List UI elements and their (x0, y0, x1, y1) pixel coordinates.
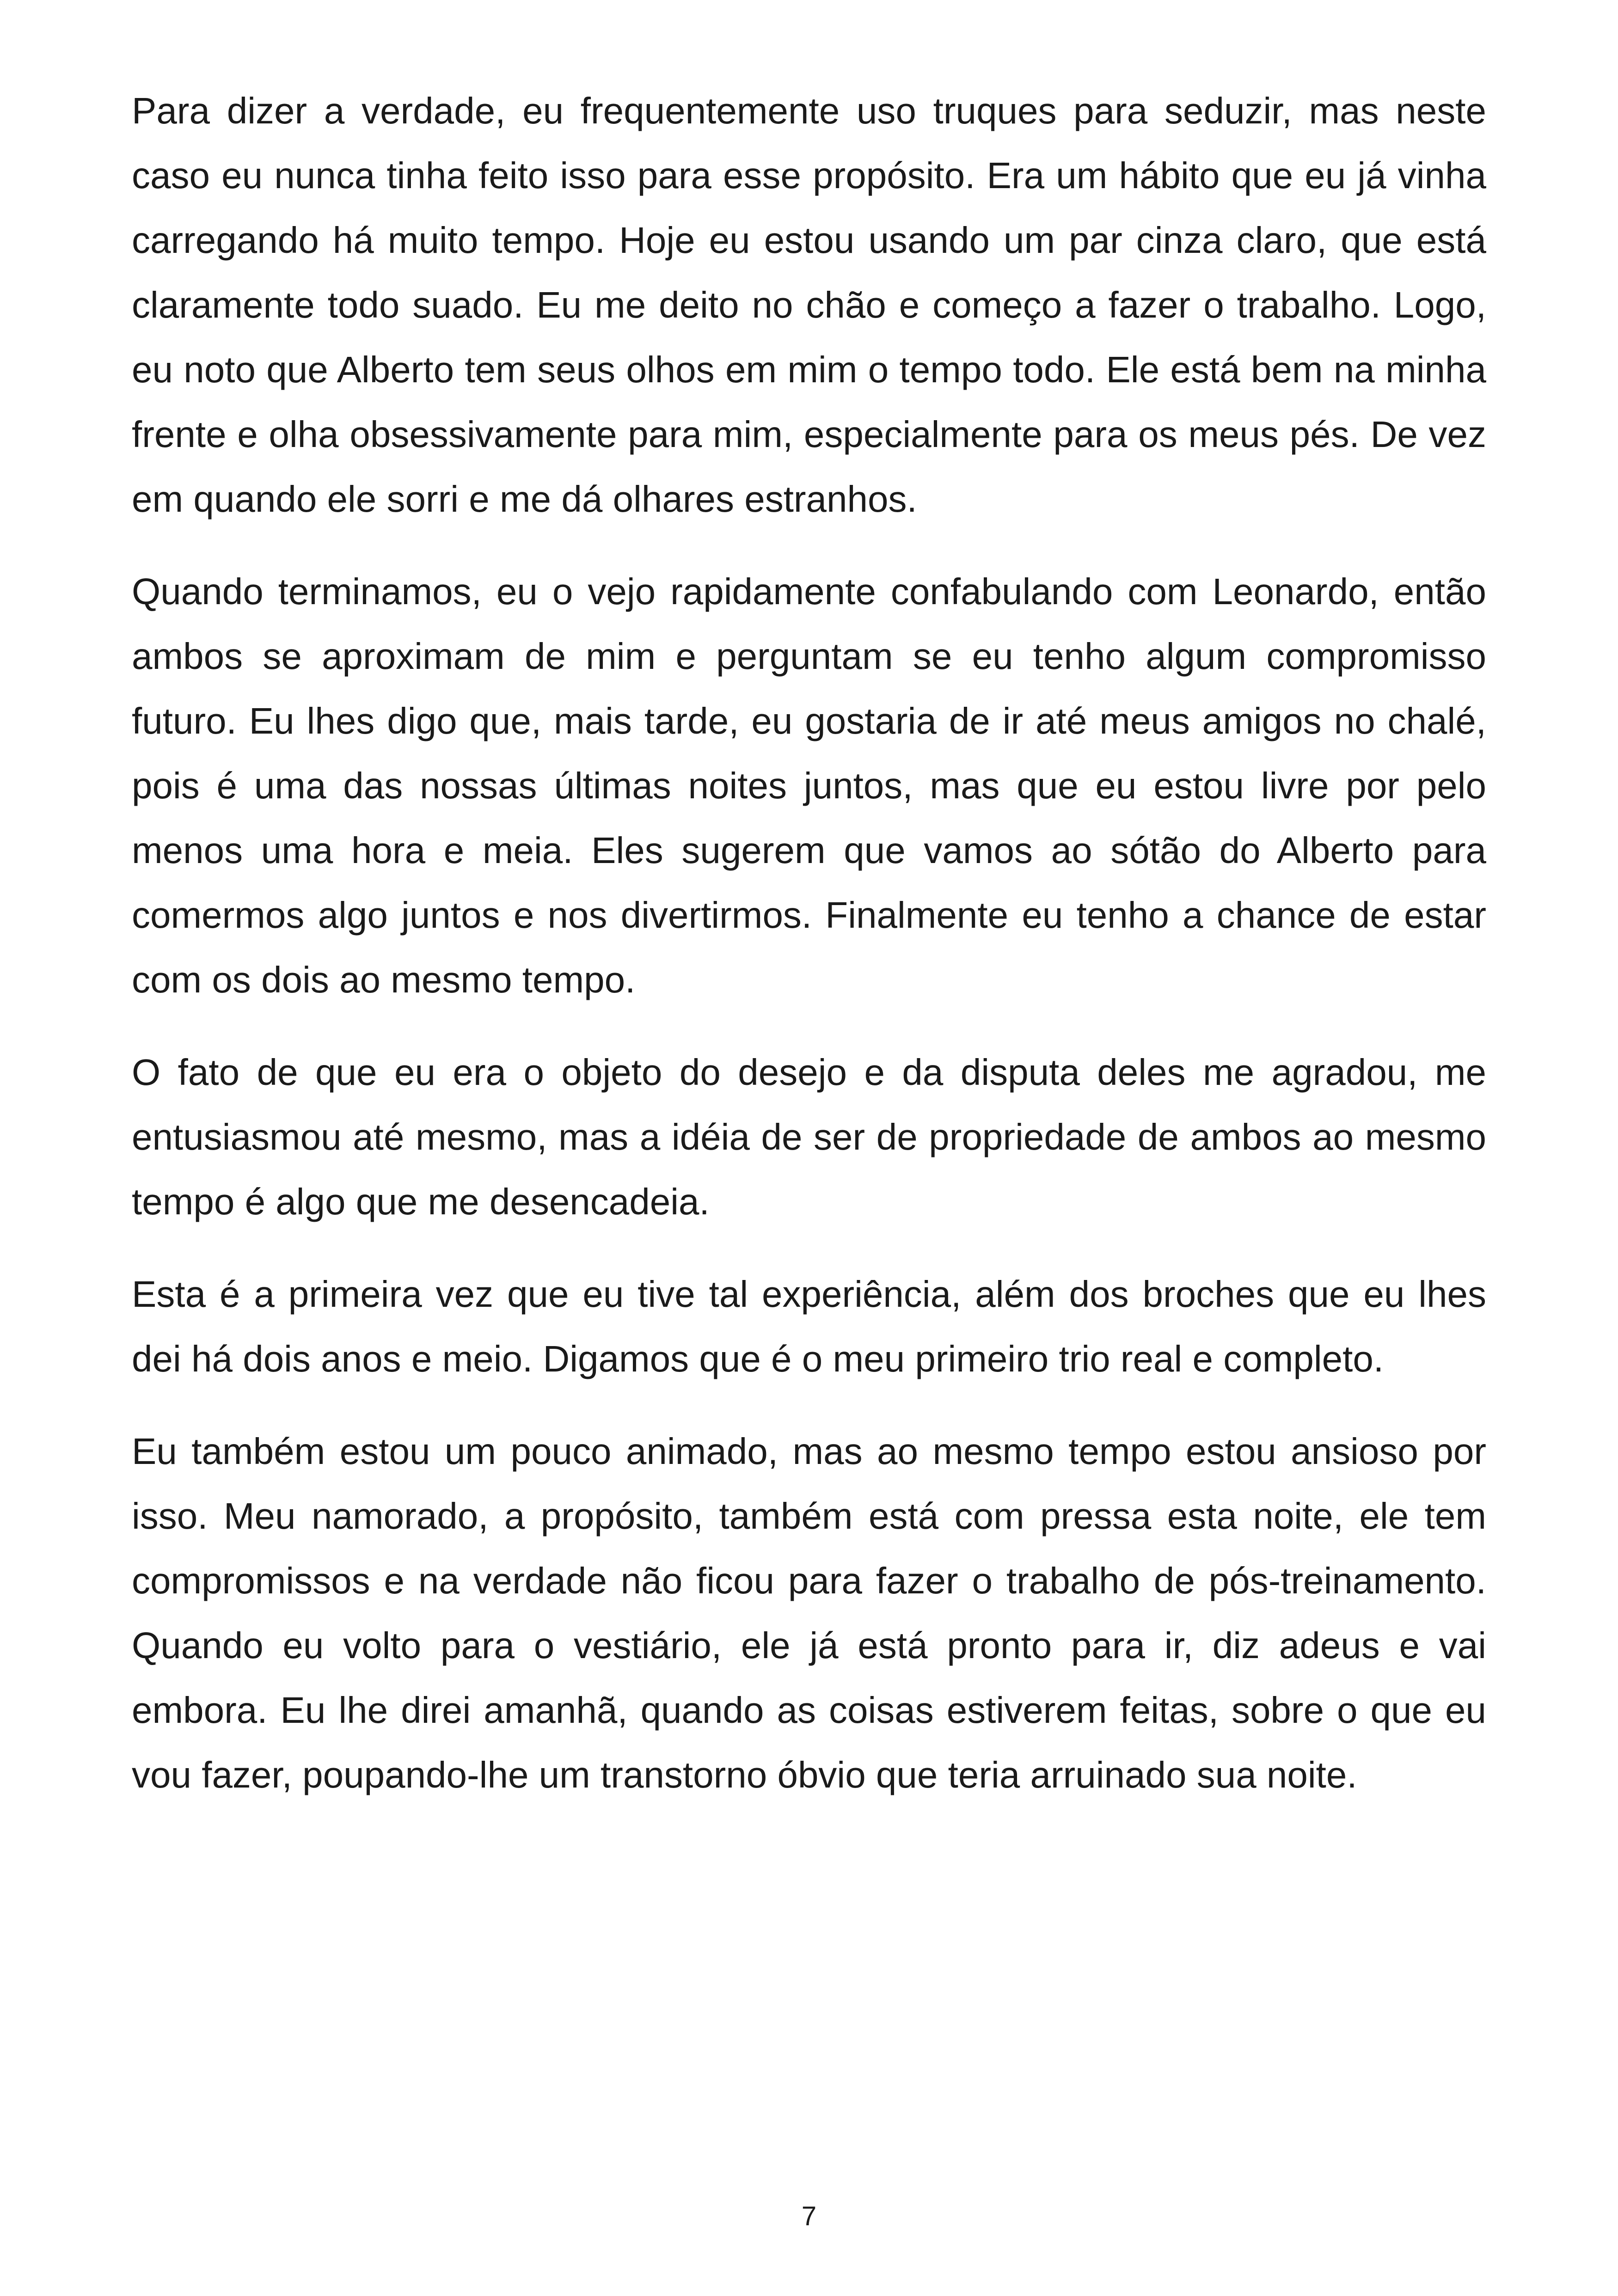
page-number: 7 (801, 2201, 817, 2231)
paragraph-4: Esta é a primeira vez que eu tive tal experiência, além dos broches que eu lhes dei há dois anos e meio. Digamos que é o meu primeiro trio real e completo. (132, 1274, 1486, 1379)
body-text (132, 79, 1486, 1835)
paragraph-5: Eu também estou um pouco animado, mas ao mesmo tempo estou ansioso por isso. Meu namorado, a propósito, também está com pressa esta noite, ele tem compromissos e na verdade não ficou para fazer o trabalho de pós-treinamento. Quando eu volto para o vestiário, ele já está pronto para ir, diz adeus e vai embora. Eu lhe direi amanhã, quando as coisas estiverem feitas, sobre o que eu vou fazer, poupando-lhe um transtorno óbvio que teria arruinado sua noite. (132, 1431, 1486, 1795)
paragraph-1: Para dizer a verdade, eu frequentemente uso truques para seduzir, mas neste caso eu nunca tinha feito isso para esse propósito. Era um hábito que eu já vinha carregando há muito tempo. Hoje eu estou usando um par cinza claro, que está claramente todo suado. Eu me deito no chão e começo a fazer o trabalho. Logo, eu noto que Alberto tem seus olhos em mim o tempo todo. Ele está bem na minha frente e olha obsessivamente para mim, especialmente para os meus pés. De vez em quando ele sorri e me dá olhares estranhos. (132, 90, 1486, 520)
paragraph-2: Quando terminamos, eu o vejo rapidamente confabulando com Leonardo, então ambos se aproximam de mim e perguntam se eu tenho algum compromisso futuro. Eu lhes digo que, mais tarde, eu gostaria de ir até meus amigos no chalé, pois é uma das nossas últimas noites juntos, mas que eu estou livre por pelo menos uma hora e meia. Eles sugerem que vamos ao sótão do Alberto para comermos algo juntos e nos divertirmos. Finalmente eu tenho a chance de estar com os dois ao mesmo tempo. (132, 571, 1486, 1000)
paragraph-3: O fato de que eu era o objeto do desejo e da disputa deles me agradou, me entusiasmou até mesmo, mas a idéia de ser de propriedade de ambos ao mesmo tempo é algo que me desencadeia. (132, 1052, 1486, 1222)
